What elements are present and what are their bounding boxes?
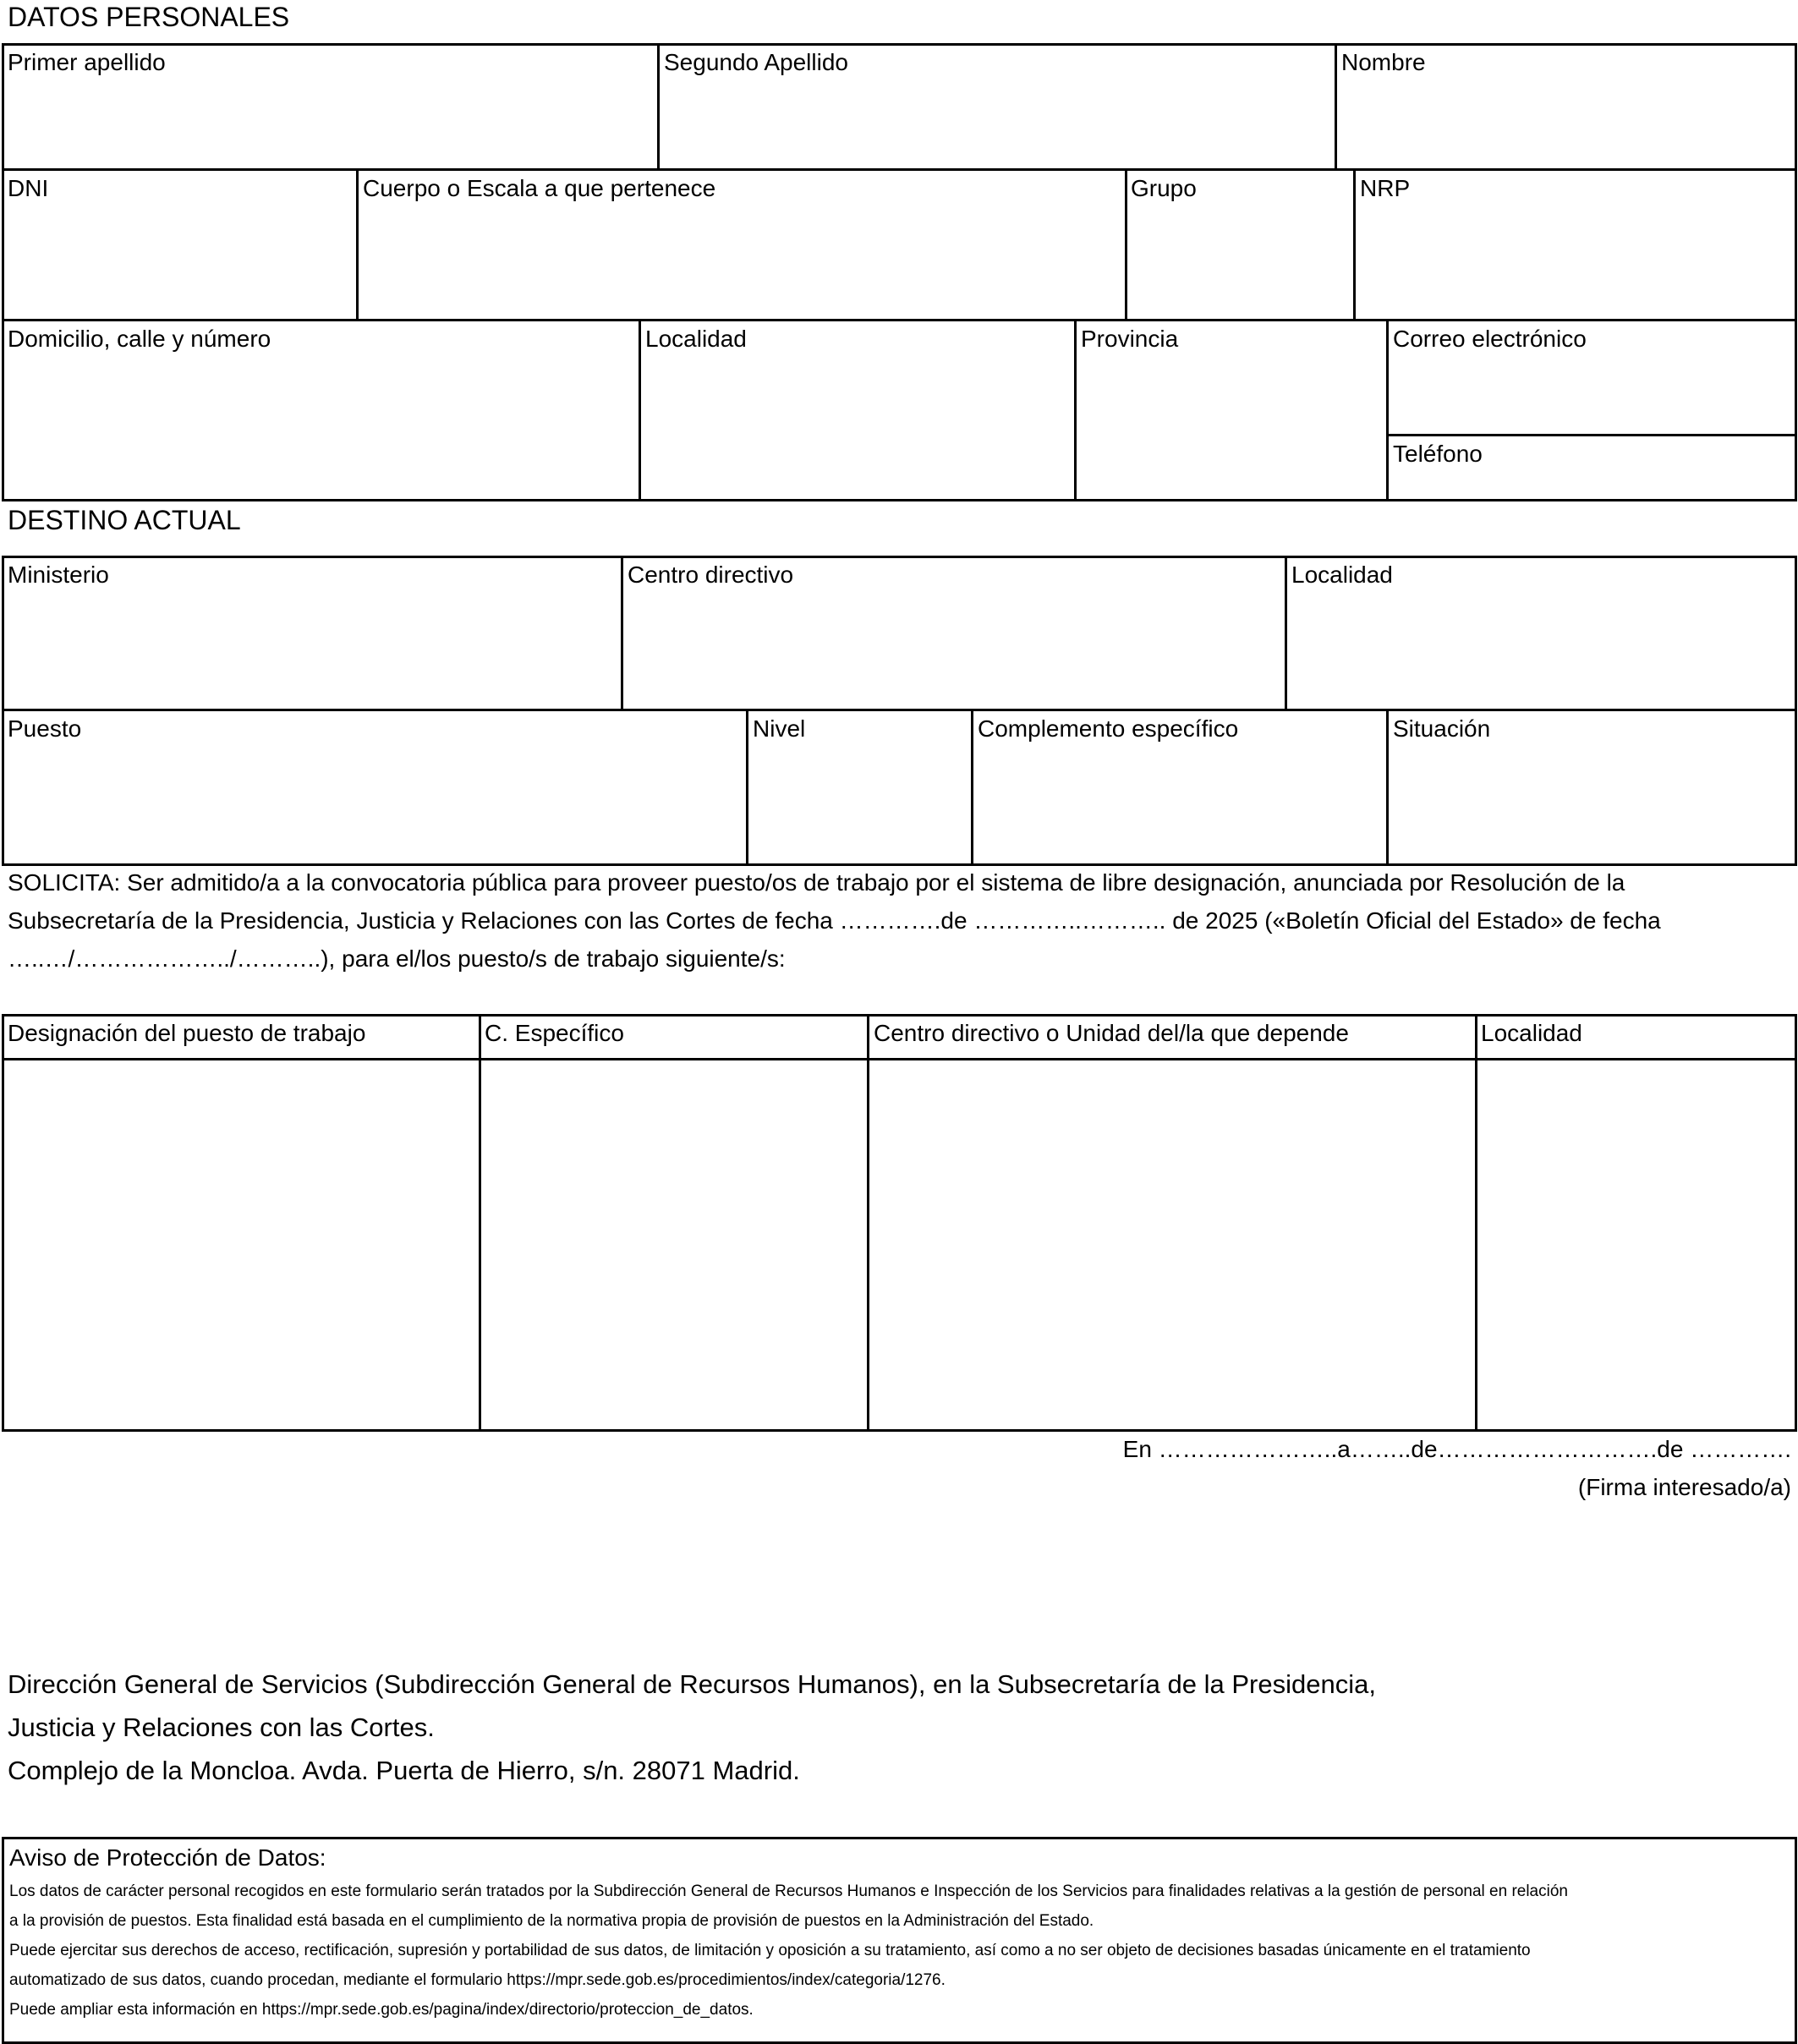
correo-label: Correo electrónico: [1393, 326, 1587, 352]
solicita-line-2: Subsecretaría de la Presidencia, Justicia y Relaciones con las Cortes de fecha ………….de …………..……….. de 2025 («Boletín Oficial del Estado» de fecha: [8, 907, 1661, 934]
solicita-line-1: SOLICITA: Ser admitido/a a la convocatoria pública para proveer puesto/os de trabajo por el sistema de libre designación, anunciada por Resolución de la: [8, 869, 1625, 896]
nombre-label: Nombre: [1341, 49, 1426, 75]
address-line-2: Justicia y Relaciones con las Cortes.: [8, 1712, 435, 1742]
dni-field[interactable]: [4, 171, 356, 319]
primer-apellido-label: Primer apellido: [8, 49, 166, 75]
firma-date-line: En …………………..a……..de……………………….de ………….: [1122, 1436, 1791, 1462]
nrp-field[interactable]: [1356, 171, 1795, 319]
table-header-localidad: Localidad: [1481, 1020, 1582, 1046]
table-header-designacion: Designación del puesto de trabajo: [8, 1020, 366, 1046]
address-line-3: Complejo de la Moncloa. Avda. Puerta de Hierro, s/n. 28071 Madrid.: [8, 1756, 800, 1785]
solicita-line-3: …..…/………………../………..), para el/los puesto/s de trabajo siguiente/s:: [8, 945, 786, 972]
proteccion-datos-title: Aviso de Protección de Datos:: [9, 1844, 326, 1871]
centro-unidad-cell[interactable]: [869, 1060, 1475, 1429]
firma-label: (Firma interesado/a): [1577, 1474, 1791, 1500]
section-title-datos-personales: DATOS PERSONALES: [8, 2, 290, 32]
puesto-field[interactable]: [4, 711, 746, 863]
proteccion-datos-line: Puede ejercitar sus derechos de acceso, rectificación, supresión y portabilidad de sus datos, de limitación y oposición a su tratamiento, así como a no ser objeto de decisiones basadas únicamente en el tratamiento: [9, 1942, 1531, 1959]
complemento-label: Complemento específico: [978, 715, 1239, 742]
grupo-label: Grupo: [1131, 175, 1197, 201]
proteccion-datos-line: automatizado de sus datos, cuando procedan, mediante el formulario https://mpr.sede.gob.es/procedimientos/index/categoria/1276.: [9, 1971, 946, 1989]
puesto-label: Puesto: [8, 715, 82, 742]
proteccion-datos-line: Puede ampliar esta información en https://mpr.sede.gob.es/pagina/index/directorio/proteccion_de_datos.: [9, 2001, 754, 2019]
ministerio-label: Ministerio: [8, 562, 109, 588]
provincia-label: Provincia: [1081, 326, 1179, 352]
telefono-label: Teléfono: [1393, 441, 1483, 467]
table-header-c-especifico: C. Específico: [485, 1020, 624, 1046]
c-especifico-cell[interactable]: [481, 1060, 867, 1429]
centro-directivo-label: Centro directivo: [628, 562, 794, 588]
cuerpo-escala-label: Cuerpo o Escala a que pertenece: [363, 175, 716, 201]
address-line-1: Dirección General de Servicios (Subdirección General de Recursos Humanos), en la Subsecretaría de la Presidencia,: [8, 1669, 1376, 1699]
destino-localidad-label: Localidad: [1291, 562, 1393, 588]
domicilio-label: Domicilio, calle y número: [8, 326, 271, 352]
dni-label: DNI: [8, 175, 49, 201]
table-localidad-cell[interactable]: [1477, 1060, 1795, 1429]
localidad-label: Localidad: [645, 326, 747, 352]
proteccion-datos-line: a la provisión de puestos. Esta finalidad está basada en el cumplimiento de la normativa propia de provisión de puestos en la Administración del Estado.: [9, 1912, 1094, 1930]
situacion-label: Situación: [1393, 715, 1491, 742]
proteccion-datos-line: Los datos de carácter personal recogidos en este formulario serán tratados por la Subdirección General de Recursos Humanos e Inspección de los Servicios para finalidades relativas a la gestión de personal en relación: [9, 1882, 1568, 1900]
nivel-label: Nivel: [753, 715, 806, 742]
section-title-destino-actual: DESTINO ACTUAL: [8, 505, 241, 535]
nrp-label: NRP: [1360, 175, 1411, 201]
segundo-apellido-label: Segundo Apellido: [664, 49, 848, 75]
table-header-centro-directivo: Centro directivo o Unidad del/la que depende: [874, 1020, 1349, 1046]
designacion-cell[interactable]: [4, 1060, 479, 1429]
